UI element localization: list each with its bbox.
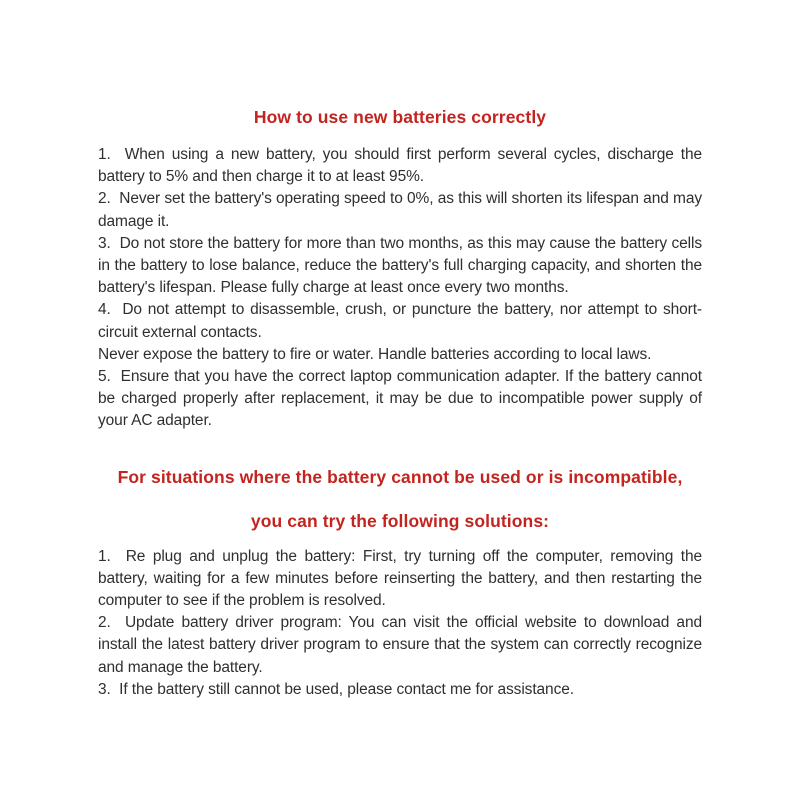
solution-item-2: 2. Update battery driver program: You can visit the official website to download and install the latest battery driver program to ensure that the system can correctly recognize and manage the battery. [98,614,702,676]
section-troubleshooting [98,466,702,701]
section2-solution-list [98,546,702,701]
section-battery-usage [98,106,702,433]
section1-title: How to use new batteries correctly [253,107,547,127]
instruction-item-5: 5. Ensure that you have the correct laptop communication adapter. If the battery cannot be charged properly after replacement, it may be due to incompatible power supply of your AC adapter. [98,368,702,430]
instruction-item-4: 4. Do not attempt to disassemble, crush, or puncture the battery, nor attempt to short-circuit external contacts. [98,301,702,341]
document-content [98,106,702,701]
instruction-item-3: 3. Do not store the battery for more than two months, as this may cause the battery cells in the battery to lose balance, reduce the battery's full charging capacity, and shorten the battery's lifespan. Please fully charge at least once every two months. [98,234,702,297]
section2-title-line2: you can try the following solutions: [250,510,550,531]
section2-title-line1: For situations where the battery cannot be used or is incompatible, [117,466,683,487]
solution-item-1: 1. Re plug and unplug the battery: First, try turning off the computer, removing the battery, waiting for a few minutes before reinserting the battery, and then restarting the computer to see if the problem is resolved. [98,547,702,610]
instruction-note-fire-water: Never expose the battery to fire or water. Handle batteries according to local laws. [98,345,652,363]
solution-item-3: 3. If the battery still cannot be used, please contact me for assistance. [98,680,574,698]
instruction-item-2: 2. Never set the battery's operating speed to 0%, as this will shorten its lifespan and may damage it. [98,190,702,230]
section1-instruction-list [98,144,702,433]
instruction-item-1: 1. When using a new battery, you should first perform several cycles, discharge the battery to 5% and then charge it to at least 95%. [98,146,702,186]
